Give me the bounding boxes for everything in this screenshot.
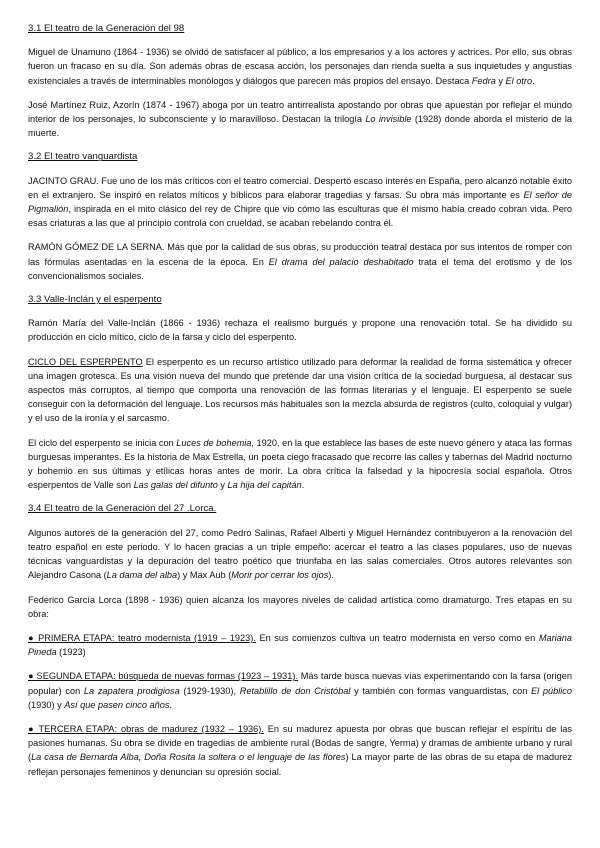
section-heading: 3.2 El teatro vanguardista bbox=[28, 151, 138, 163]
section-generacion-98 bbox=[28, 22, 572, 140]
paragraph-ramon-gomez: RAMÓN GÓMEZ DE LA SERNA. Más que por la calidad de sus obras, su producción teatral destaca por sus intentos de romper con las fórmulas asentadas en la escena de la época. En El drama del palacio deshabitado trata el tema del erotismo y de los convencionalismos sociales. bbox=[28, 242, 572, 281]
paragraph-luces-bohemia: El ciclo del esperpento se inicia con Luces de bohemia, 1920, en la que establece las bases de este nuevo género y ataca las formas burguesas imperantes. Es la historia de Max Estrella, un poeta ciego fracasado que recorre las calles y tabernas del Madrid nocturno y bohemio en sus últimas y etílicas horas antes de morir. La obra crítica la falsedad y la hipocresía social española. Otros esperpentos de Valle son Las galas del difunto y La hija del capitán. bbox=[28, 437, 572, 491]
paragraph-unamuno: Miguel de Unamuno (1864 - 1936) se olvidó de satisfacer al público, a los empresarios y a los actores y actrices. Por ello, sus obras fueron un fracaso en su día. Son además obras de escasa acción, los personajes dan rienda suelta a sus inquietudes y angustias existenciales a través de interminables monólogos y diálogos que parecen más propios del ensayo. Destaca Fedra y El otro. bbox=[28, 47, 572, 86]
section-heading: 3.4 El teatro de la Generación del 27 .Lorca. bbox=[28, 503, 217, 515]
paragraph-primera-etapa: ● PRIMERA ETAPA: teatro modernista (1919 – 1923). En sus comienzos cultiva un teatro modernista en verso como en Mariana Pineda (1923) bbox=[28, 632, 573, 658]
section-heading: 3.1 El teatro de la Generación del 98 bbox=[28, 23, 185, 34]
paragraph-lorca-intro: Federico García Lorca (1898 - 1936) quien alcanza los mayores niveles de calidad artística como dramaturgo. Tres etapas en su obra: bbox=[28, 594, 572, 619]
paragraph-azorin: José Martínez Ruiz, Azorín (1874 - 1967) aboga por un teatro antirrealista apostando por obras que apuestan por reflejar el mundo interior de los personajes, lo subconsciente y lo maravilloso. Destacan la trilogía Lo invisible (1928) donde aborda el misterio de la muerte. bbox=[28, 99, 572, 139]
paragraph-valle-intro: Ramón María del Valle-Inclán (1866 - 1936) rechaza el realismo burgués y propone una renovación total. Se ha dividido su producción en ciclo mítico, ciclo de la farsa y ciclo del esperpento. bbox=[28, 318, 572, 343]
document-page bbox=[28, 22, 572, 789]
paragraph-tercera-etapa: ● TERCERA ETAPA: obras de madurez (1932 – 1936). En su madurez apuesta por obras que buscan reflejar el espíritu de las pasiones humanas. Su obra se divide en tragedias de ambiente rural (Bodas de sangre, Yerma) y dramas de ambiente urbano y rural (La casa de Bernarda Alba, Doña Rosita la soltera o el lenguaje de las flores) La mayor parte de las obras de su etapa de madurez reflejan personajes femeninos y denuncian su opresión social. bbox=[28, 723, 573, 777]
paragraph-ciclo-esperpento: CICLO DEL ESPERPENTO El esperpento es un recurso artístico utilizado para deformar la realidad de forma sistemática y ofrecer una imagen grotesca. Es una visión nueva del mundo que pretende dar una visión crítica de la sociedad burguesa, al destacar sus aspectos más corruptos, al tiempo que comporta una renovación de las formas literarias y el lenguaje. El esperpento se suele conseguir con la deformación del lenguaje. Los recursos más habituales son la mezcla absurda de registros (culto, coloquial y vulgar) y el uso de la ironía y el sarcasmo. bbox=[28, 356, 572, 424]
paragraph-segunda-etapa: ● SEGUNDA ETAPA: búsqueda de nuevas formas (1923 – 1931). Más tarde busca nuevas vías experimentando con la farsa (origen popular) con La zapatera prodigiosa (1929-1930), Retablillo de don Cristóbal y también con formas vanguardistas, con El público (1930) y Así que pasen cinco años. bbox=[28, 671, 572, 710]
section-heading: 3.3 Valle-Inclán y el esperpento bbox=[28, 294, 162, 306]
section-generacion-27 bbox=[28, 502, 572, 778]
section-valle-inclan bbox=[28, 293, 572, 492]
paragraph-jacinto-grau: JACINTO GRAU. Fue uno de los más críticos con el teatro comercial. Despertó escaso interés en España, pero alcanzó notable éxito en el extranjero. Se inspiró en relatos míticos y bíblicos para elaborar tragedias y farsas. Su obra más importante es El señor de Pigmalión, inspirada en el mito clásico del rey de Chipre que vio cómo las esculturas que él mismo había creado cobran vida. Pero esas criaturas a las que al principio controla con crueldad, se acaban rebelando contra él. bbox=[28, 175, 572, 229]
paragraph-autores-27: Algunos autores de la generación del 27, como Pedro Salinas, Rafael Alberti y Miguel Hernández contribuyeron a la renovación del teatro español en este periodo. Y lo hacen gracias a un triple empeño: acercar el teatro a las clases populares, uso de nuevas técnicas vanguardistas y la depuración del teatro poético que triunfaba en las salas comerciales. Otros autores relevantes son Alejandro Casona (La dama del alba) y Max Aub (Morir por cerrar los ojos). bbox=[28, 527, 572, 581]
section-teatro-vanguardista bbox=[28, 150, 572, 283]
